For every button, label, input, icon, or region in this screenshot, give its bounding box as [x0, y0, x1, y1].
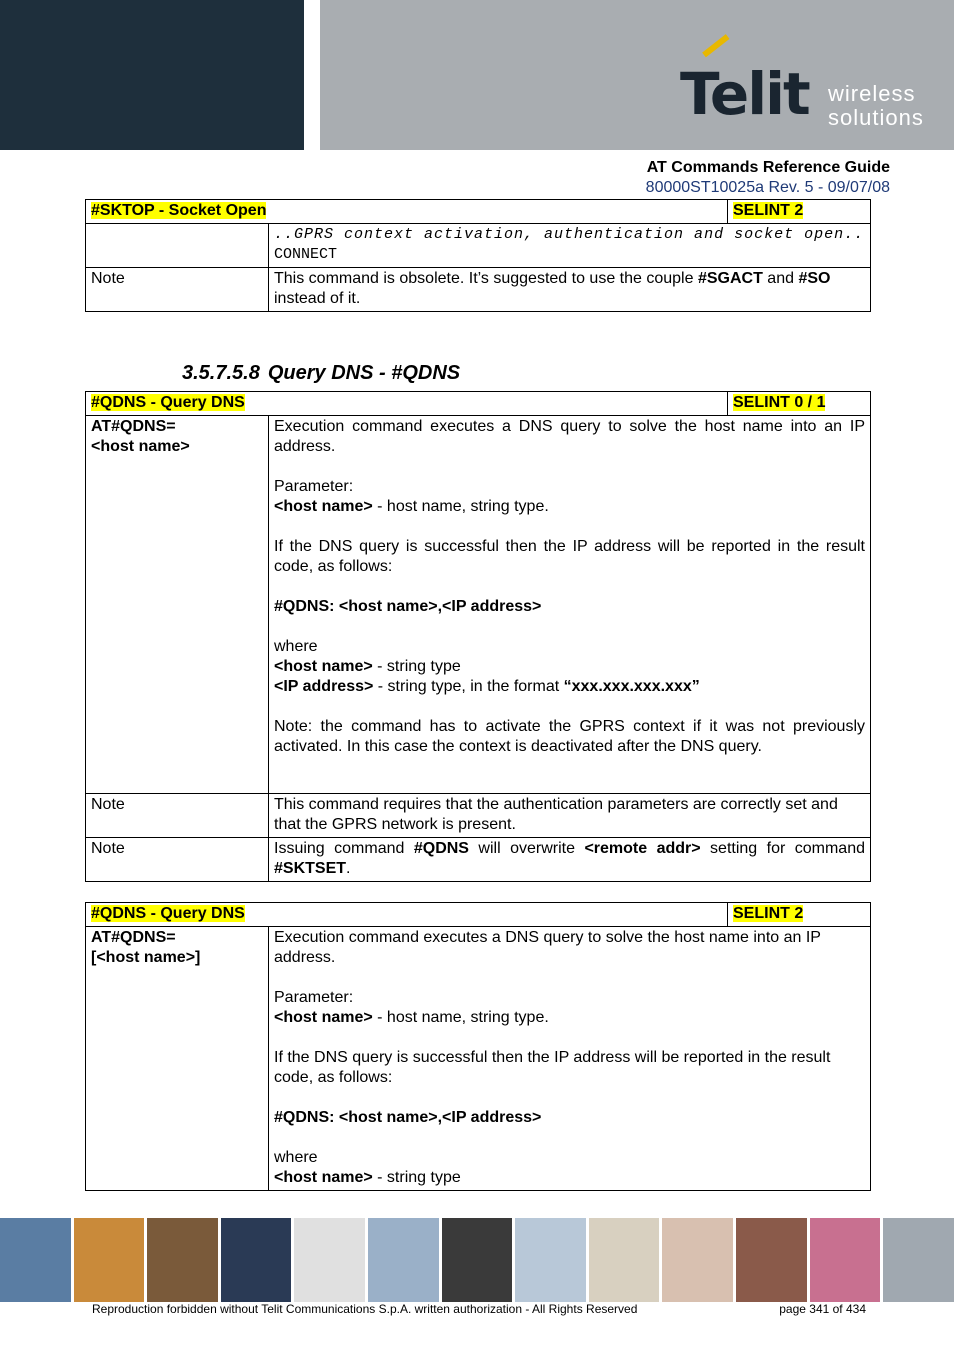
qdns1-note1-label: Note: [86, 794, 269, 838]
header-dark-panel: [0, 0, 304, 150]
qdns1-where: where: [274, 638, 318, 655]
qdns2-param-label: Parameter:: [274, 989, 354, 1006]
footer-photo-tile: [74, 1218, 145, 1302]
qdns1-format: #QDNS: <host name>,<IP address>: [274, 598, 542, 615]
section-title: Query DNS - #QDNS: [267, 362, 461, 384]
qdns-selint01-table: [85, 391, 871, 882]
sktop-title: #SKTOP - Socket Open: [91, 202, 267, 219]
sktop-empty-cell: [86, 224, 269, 268]
qdns1-where-ip: <IP address> - string type, in the format “xxx.xxx.xxx.xxx”: [274, 678, 700, 695]
qdns2-title: #QDNS - Query DNS: [91, 905, 245, 922]
footer-photo-tile: [662, 1218, 733, 1302]
footer-photo-tile: [147, 1218, 218, 1302]
qdns1-cmd-line1: AT#QDNS=: [91, 418, 176, 435]
section-number: 3.5.7.5.8: [182, 362, 260, 384]
footer-page-number: page 341 of 434: [779, 1302, 866, 1316]
sktop-note-label: Note: [86, 268, 269, 312]
sktop-context-line: ..GPRS context activation, authentication and socket open..: [274, 226, 865, 243]
qdns2-selint-cell: [728, 903, 871, 927]
qdns1-desc: Execution command executes a DNS query to solve the host name into an IP address.: [274, 418, 865, 455]
sktop-note: This command is obsolete. It’s suggested to use the couple #SGACT and #SO instead of it.: [269, 268, 871, 312]
qdns1-where-host: <host name> - string type: [274, 658, 461, 675]
footer-photo-tile: [442, 1218, 513, 1302]
qdns1-result: If the DNS query is successful then the IP address will be reported in the result code, as follows:: [274, 538, 865, 575]
qdns-selint2-table: [85, 902, 871, 1191]
qdns1-param: <host name> - host name, string type.: [274, 498, 549, 515]
qdns2-cmd-line1: AT#QDNS=: [91, 929, 176, 946]
guide-title: AT Commands Reference Guide: [646, 159, 890, 176]
footer-photo-tile: [368, 1218, 439, 1302]
sktop-table: [85, 199, 871, 312]
footer-photo-tile: [810, 1218, 881, 1302]
qdns1-inline-note: Note: the command has to activate the GPRS context if it was not previously activated. In this case the context is deactivated after the DNS query.: [274, 718, 865, 755]
qdns1-cmd-line2: <host name>: [91, 438, 190, 455]
qdns1-param-label: Parameter:: [274, 478, 354, 495]
logo-wordmark: Telit: [680, 60, 809, 128]
qdns2-selint: SELINT 2: [733, 905, 804, 922]
footer-photo-tile: [0, 1218, 71, 1302]
sktop-selint: SELINT 2: [733, 202, 804, 219]
qdns2-command-cell: [86, 927, 269, 1191]
qdns2-where: where: [274, 1149, 318, 1166]
footer-rights: Reproduction forbidden without Telit Communications S.p.A. written authorization - All Rights Reserved: [92, 1302, 638, 1316]
logo-tagline-1: wireless: [828, 81, 916, 106]
qdns2-format: #QDNS: <host name>,<IP address>: [274, 1109, 542, 1126]
qdns2-header-cell: [86, 903, 728, 927]
qdns2-desc: Execution command executes a DNS query to solve the host name into an IP address.: [274, 929, 821, 966]
guide-subtitle: 80000ST10025a Rev. 5 - 09/07/08: [645, 179, 890, 196]
footer-photo-tile: [736, 1218, 807, 1302]
qdns2-where-host: <host name> - string type: [274, 1169, 461, 1186]
footer-photo-strip: [0, 1218, 954, 1302]
section-heading: [182, 362, 468, 385]
qdns1-command-cell: [86, 416, 269, 794]
logo-tagline-2: solutions: [828, 105, 924, 130]
qdns1-header-cell: [86, 392, 728, 416]
qdns1-description-cell: [269, 416, 871, 794]
qdns1-note2: Issuing command #QDNS will overwrite <remote addr> setting for command #SKTSET.: [269, 838, 871, 882]
qdns1-selint: SELINT 0 / 1: [733, 394, 826, 411]
footer-photo-tile: [294, 1218, 365, 1302]
footer-photo-tile: [515, 1218, 586, 1302]
footer-photo-tile: [883, 1218, 954, 1302]
sktop-connect-line: CONNECT: [274, 246, 338, 263]
qdns2-cmd-line2: [<host name>]: [91, 949, 201, 966]
qdns1-note2-label: Note: [86, 838, 269, 882]
footer-photo-tile: [589, 1218, 660, 1302]
qdns2-description-cell: [269, 927, 871, 1191]
sktop-selint-cell: [728, 200, 871, 224]
qdns1-selint-cell: [728, 392, 871, 416]
sktop-header-cell: [86, 200, 728, 224]
qdns2-result: If the DNS query is successful then the IP address will be reported in the result code, as follows:: [274, 1049, 831, 1086]
sktop-continuation-cell: [269, 224, 871, 268]
qdns1-note1: This command requires that the authentication parameters are correctly set and that the GPRS network is present.: [269, 794, 871, 838]
qdns1-title: #QDNS - Query DNS: [91, 394, 245, 411]
qdns2-param: <host name> - host name, string type.: [274, 1009, 549, 1026]
footer-photo-tile: [221, 1218, 292, 1302]
telit-logo: [676, 46, 936, 136]
